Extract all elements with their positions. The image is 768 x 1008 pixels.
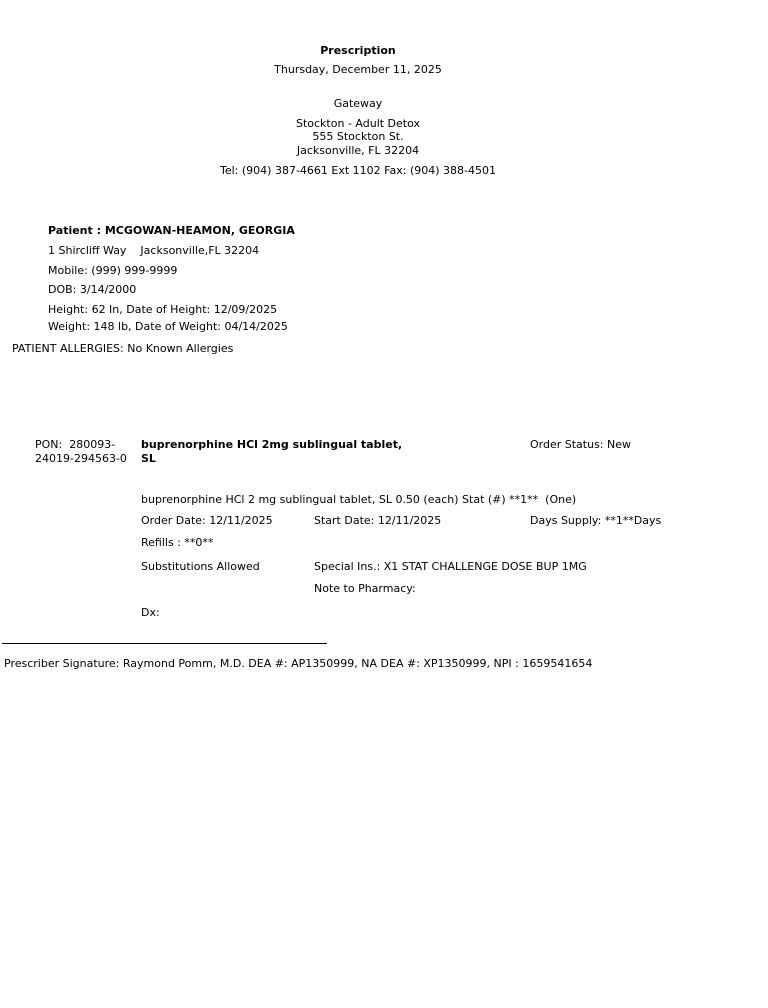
patient-height: Height: 62 In, Date of Height: 12/09/2025: [48, 303, 278, 316]
prescriber-signature: Prescriber Signature: Raymond Pomm, M.D. DEA #: AP1350999, NA DEA #: XP1350999, NPI : 1659541654: [4, 657, 593, 670]
patient-allergies: PATIENT ALLERGIES: No Known Allergies: [12, 342, 234, 355]
document-date: Thursday, December 11, 2025: [274, 63, 442, 76]
document-title: Prescription: [320, 44, 396, 57]
medication-name-line2: SL: [141, 452, 156, 465]
diagnosis: Dx:: [141, 606, 160, 619]
days-supply: Days Supply: **1**Days: [530, 514, 662, 527]
organization-name: Gateway: [333, 97, 383, 110]
substitutions: Substitutions Allowed: [141, 560, 260, 573]
special-instructions: Special Ins.: X1 STAT CHALLENGE DOSE BUP 1MG: [314, 560, 587, 573]
pon-line1: PON: 280093-: [35, 438, 116, 451]
pon-line2: 24019-294563-0: [35, 452, 127, 465]
signature-line: [2, 643, 327, 644]
order-status: Order Status: New: [530, 438, 632, 451]
medication-sig: buprenorphine HCl 2 mg sublingual tablet, SL 0.50 (each) Stat (#) **1** (One): [141, 493, 577, 506]
facility-address-line1: 555 Stockton St.: [312, 130, 404, 143]
facility-contact: Tel: (904) 387-4661 Ext 1102 Fax: (904) 388-4501: [220, 164, 496, 177]
patient-name: Patient : MCGOWAN-HEAMON, GEORGIA: [48, 224, 295, 237]
patient-mobile: Mobile: (999) 999-9999: [48, 264, 178, 277]
medication-name-line1: buprenorphine HCl 2mg sublingual tablet,: [141, 438, 403, 451]
patient-dob: DOB: 3/14/2000: [48, 283, 137, 296]
facility-address-line2: Jacksonville, FL 32204: [296, 144, 420, 157]
note-to-pharmacy: Note to Pharmacy:: [314, 582, 416, 595]
facility-name: Stockton - Adult Detox: [295, 117, 421, 130]
patient-address: 1 Shircliff Way Jacksonville,FL 32204: [48, 244, 260, 257]
start-date: Start Date: 12/11/2025: [314, 514, 442, 527]
order-date: Order Date: 12/11/2025: [141, 514, 273, 527]
patient-weight: Weight: 148 lb, Date of Weight: 04/14/2025: [48, 320, 288, 333]
refills: Refills : **0**: [141, 536, 214, 549]
